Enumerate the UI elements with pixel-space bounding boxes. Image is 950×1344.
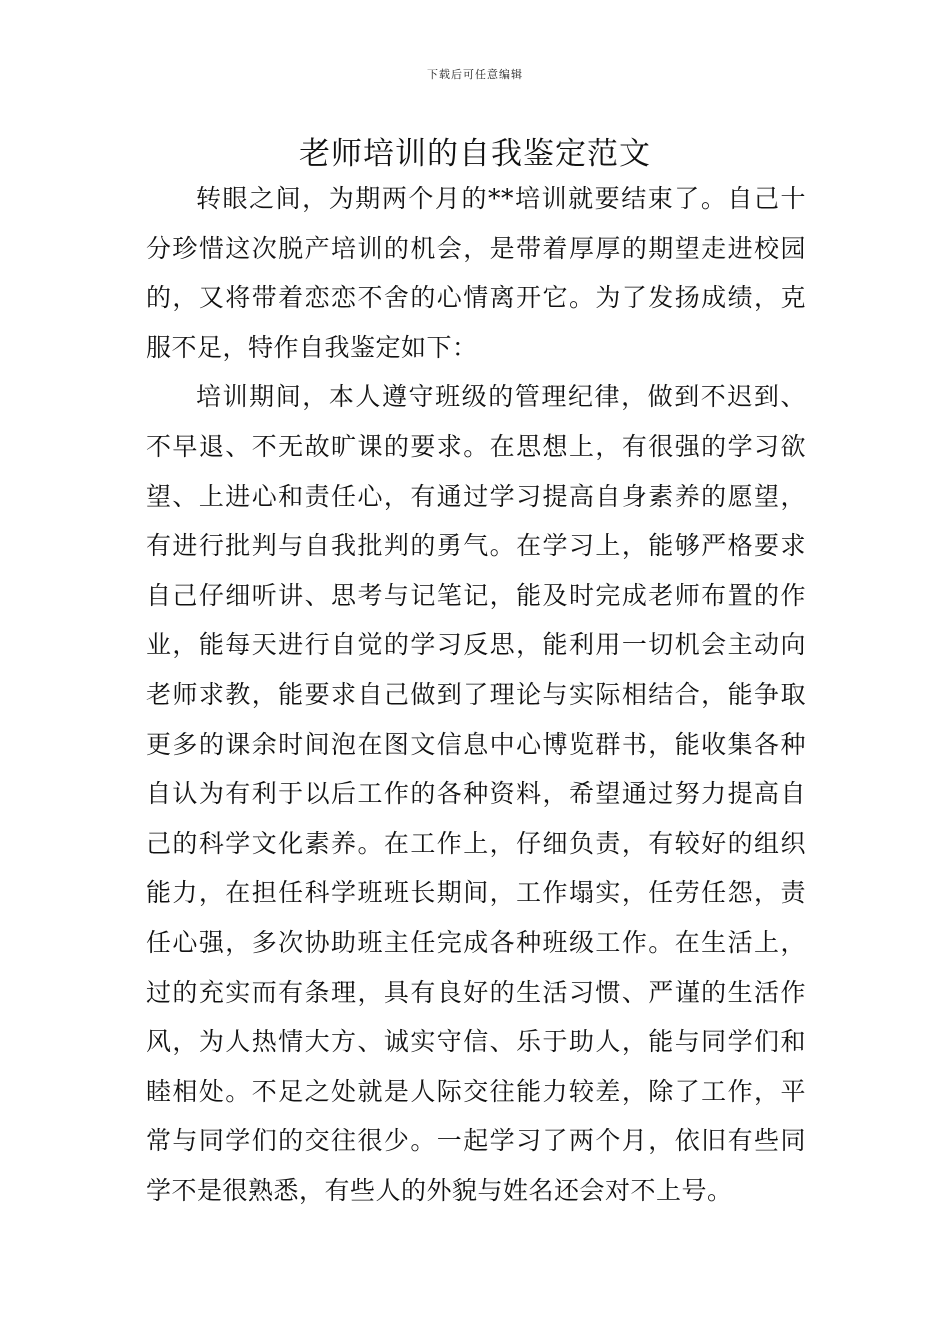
paragraph-main: 培训期间，本人遵守班级的管理纪律，做到不迟到、不早退、不无故旷课的要求。在思想上，有很强的学习欲望、上进心和责任心，有通过学习提高自身素养的愿望，有进行批判与自我批判的勇气。在学习上，能够严格要求自己仔细听讲、思考与记笔记，能及时完成老师布置的作业，能每天进行自觉的学习反思，能利用一切机会主动向老师求教，能要求自己做到了理论与实际相结合，能争取更多的课余时间泡在图文信息中心博览群书，能收集各种自认为有利于以后工作的各种资料，希望通过努力提高自己的科学文化素养。在工作上，仔细负责，有较好的组织能力，在担任科学班班长期间，工作塌实，任劳任怨，责任心强，多次协助班主任完成各种班级工作。在生活上，过的充实而有条理，具有良好的生活习惯、严谨的生活作风，为人热情大方、诚实守信、乐于助人，能与同学们和睦相处。不足之处就是人际交往能力较差，除了工作，平常与同学们的交往很少。一起学习了两个月，依旧有些同学不是很熟悉，有些人的外貌与姓名还会对不上号。 [146, 382, 806, 1205]
paragraph-intro: 转眼之间，为期两个月的**培训就要结束了。自己十分珍惜这次脱产培训的机会，是带着厚厚的期望走进校园的，又将带着恋恋不舍的心情离开它。为了发扬成绩，克服不足，特作自我鉴定如下： [146, 184, 806, 362]
document-title: 老师培训的自我鉴定范文 [299, 136, 651, 172]
document-body [146, 174, 806, 1215]
header-note: 下载后可任意编辑 [427, 68, 523, 81]
